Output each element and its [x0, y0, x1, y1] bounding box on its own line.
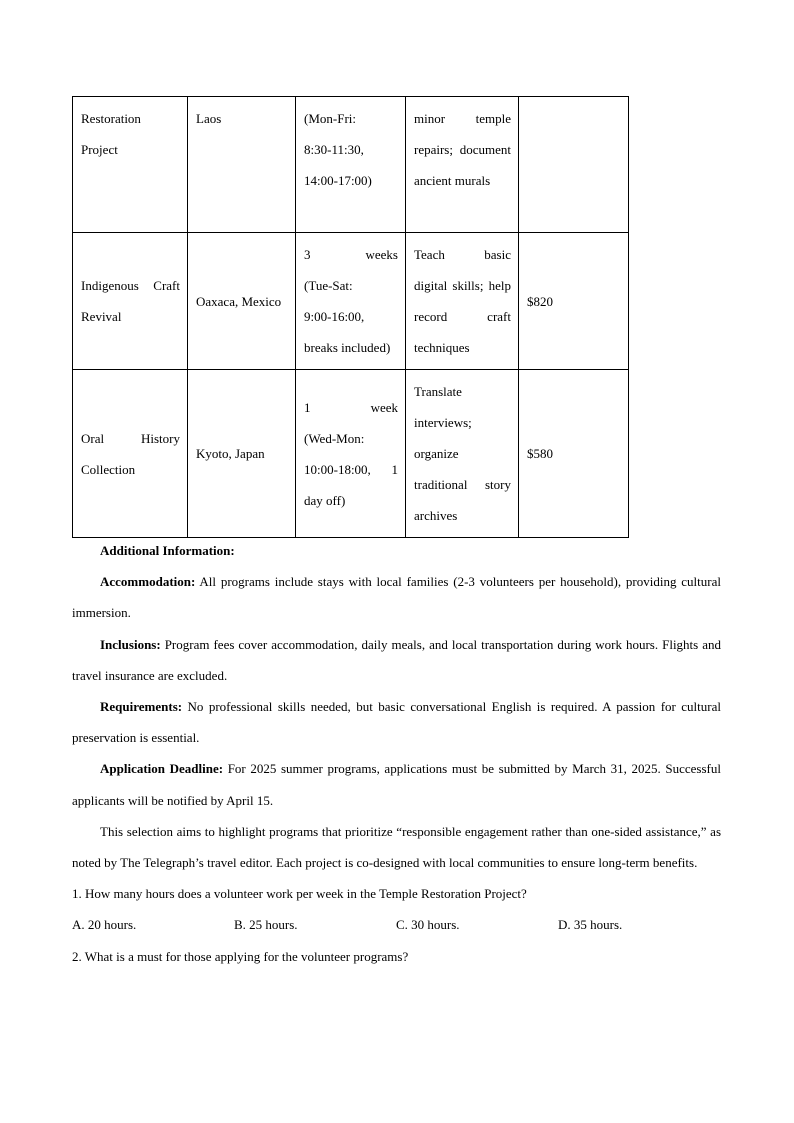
fee-cell: [519, 97, 629, 233]
schedule-line: 8:30-11:30,: [304, 142, 364, 157]
program-name-cell: Restoration Project: [73, 97, 188, 233]
option-d: D. 35 hours.: [558, 917, 623, 933]
schedule-line: 9:00-16:00,: [304, 309, 365, 324]
schedule-line: day off): [304, 492, 346, 508]
option-c: C. 30 hours.: [396, 917, 460, 933]
schedule-line: 10:00-18:00, 1: [304, 461, 398, 477]
location-cell: Laos: [188, 97, 296, 233]
inclusions-label: Inclusions:: [100, 636, 161, 652]
accommodation-paragraph: [72, 566, 721, 628]
schedule-cell: [296, 97, 406, 233]
schedule-line: (Tue-Sat:: [304, 278, 353, 293]
program-name-cell: Indigenous Craft Revival: [73, 233, 188, 370]
inclusions-text: Program fees cover accommodation, daily meals, and local transportation during work hours. Flights and travel insurance are excluded.: [72, 636, 721, 683]
fee-cell: $820: [519, 233, 629, 370]
question-1-options: [72, 909, 721, 940]
document-body: [72, 535, 721, 972]
tasks-cell: Teach basic digital skills; help record craft techniques: [406, 233, 519, 370]
option-a: A. 20 hours.: [72, 917, 137, 933]
table-row: [73, 370, 629, 538]
requirements-paragraph: [72, 691, 721, 753]
fee-cell: $580: [519, 370, 629, 538]
location-cell: Oaxaca, Mexico: [188, 233, 296, 370]
schedule-line: (Wed-Mon:: [304, 430, 365, 446]
inclusions-paragraph: [72, 629, 721, 691]
deadline-paragraph: [72, 753, 721, 815]
closing-paragraph: This selection aims to highlight programs that prioritize “responsible engagement rather than one-sided assistance,” as noted by The Telegraph’s travel editor. Each project is co-designed with local communities to ensure long-term benefits.: [72, 823, 721, 871]
table-row: [73, 97, 629, 233]
accommodation-text: All programs include stays with local families (2-3 volunteers per household), providing cultural immersion.: [72, 574, 721, 621]
table-row: [73, 233, 629, 370]
question-1: 1. How many hours does a volunteer work per week in the Temple Restoration Project?: [72, 886, 527, 902]
requirements-text: No professional skills needed, but basic conversational English is required. A passion for cultural preservation is essential.: [72, 699, 721, 746]
deadline-label: Application Deadline:: [100, 761, 224, 777]
schedule-line: 3 weeks: [304, 247, 398, 262]
question-2: 2. What is a must for those applying for the volunteer programs?: [72, 948, 409, 964]
option-b: B. 25 hours.: [234, 917, 298, 933]
accommodation-label: Accommodation:: [100, 574, 196, 590]
schedule-line: 1 week: [304, 399, 398, 415]
program-name-cell: Oral History Collection: [73, 370, 188, 538]
deadline-text: For 2025 summer programs, applications must be submitted by March 31, 2025. Successful applicants will be notified by April 15.: [72, 761, 721, 808]
schedule-cell: [296, 370, 406, 538]
location-cell: Kyoto, Japan: [188, 370, 296, 538]
tasks-cell: Translate interviews; organize traditional story archives: [406, 370, 519, 538]
requirements-label: Requirements:: [100, 699, 183, 715]
additional-heading: Additional Information:: [100, 543, 235, 558]
schedule-line: 14:00-17:00): [304, 173, 372, 188]
schedule-cell: [296, 233, 406, 370]
schedule-line: breaks included): [304, 340, 391, 355]
tasks-cell: minor temple repairs; document ancient murals: [406, 97, 519, 233]
programs-table: [72, 96, 629, 538]
schedule-line: (Mon-Fri:: [304, 111, 356, 126]
